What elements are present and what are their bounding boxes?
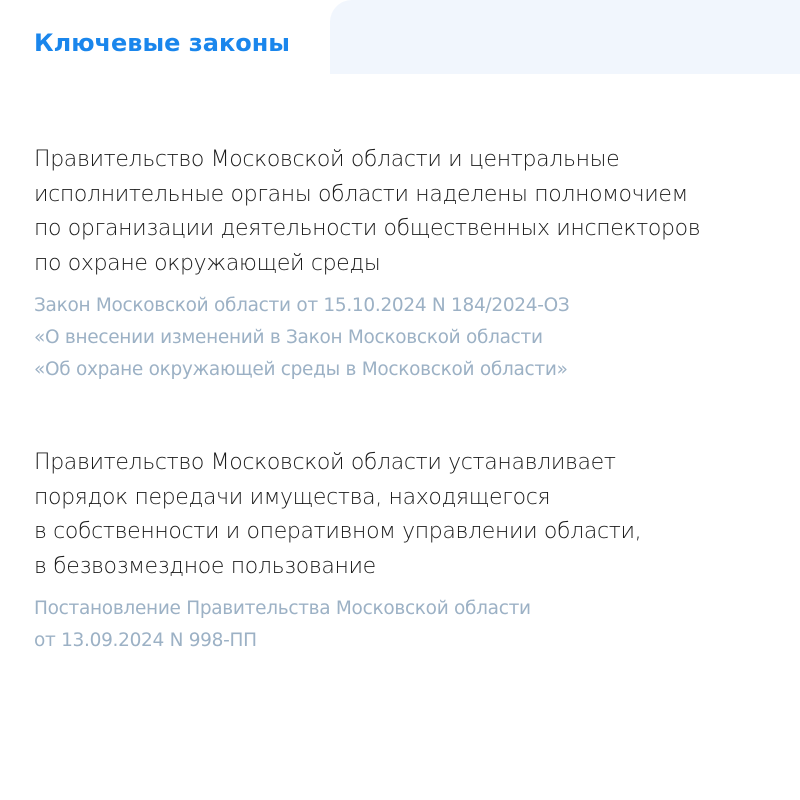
law-description-line: по организации деятельности общественных инспекторов [34,216,701,241]
law-description-line: исполнительные органы области наделены полномочием [34,181,688,207]
header-strip [330,0,800,74]
law-item [34,143,774,386]
law-description-line: по охране окружающей среды [34,250,381,276]
law-source-line: Постановление Правительства Московской области [34,598,531,619]
law-description-line: в безвозмездное пользование [34,553,376,579]
page-title: Ключевые законы [34,29,291,57]
law-description [34,143,774,281]
law-source-line: «Об охране окружающей среды в Московской области» [34,359,568,380]
law-item [34,446,774,657]
law-source [34,290,774,386]
law-source [34,593,774,657]
header-tab [0,0,330,74]
law-description-line: порядок передачи имущества, находящегося [34,484,551,510]
law-description-line: Правительство Московской области устанавливает [34,450,616,475]
law-source-line: «О внесении изменений в Закон Московской области [34,327,543,348]
law-source-line: от 13.09.2024 N 998-ПП [34,630,257,651]
law-description-line: Правительство Московской области и центральные [34,147,620,172]
law-source-line: Закон Московской области от 15.10.2024 N 184/2024-ОЗ [34,295,570,316]
law-description [34,446,774,584]
law-description-line: в собственности и оперативном управлении области, [34,519,642,544]
